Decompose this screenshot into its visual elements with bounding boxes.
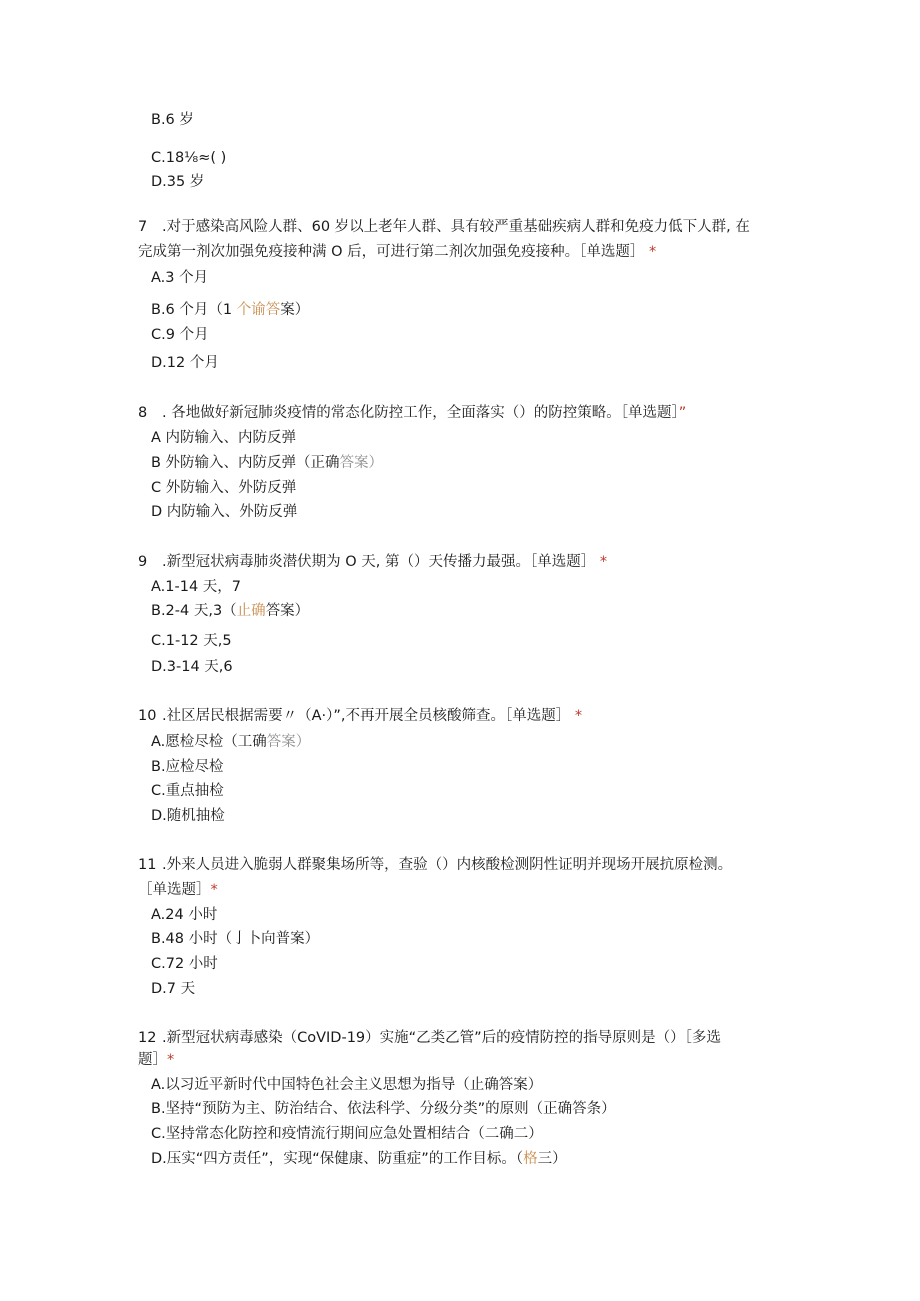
q12-option-d-end: 三）: [537, 1151, 567, 1167]
required-star: *: [574, 708, 583, 724]
q7-option-b: [151, 300, 309, 320]
required-star: *: [167, 1052, 175, 1068]
required-star: *: [210, 882, 218, 898]
q7-stem-line2: [138, 242, 656, 262]
q8-option-c: C 外防输入、外防反弹: [151, 480, 297, 496]
q10-stem: [138, 706, 582, 726]
q11-option-a: A.24 小时: [151, 907, 218, 923]
q8-stem: [138, 403, 686, 423]
q10-number: 10: [138, 708, 157, 724]
q7-stem-line1: [138, 217, 750, 237]
q11-text-2: ［单选题］: [138, 882, 211, 898]
q8-option-d: D 内防输入、外防反弹: [151, 504, 298, 520]
q6-option-b: B.6 岁: [151, 112, 194, 128]
q12-option-a: A.以习近平新时代中国特色社会主义思想为指导（止确答案）: [151, 1077, 543, 1093]
q8-option-b: [151, 453, 383, 473]
q12-text-2: 题］: [138, 1052, 167, 1068]
q12-option-c: C.坚持常态化防控和疫情流行期间应急处置相结合（二确二）: [151, 1126, 543, 1142]
q12-option-d-label: D.压实“四方责任”，实现“保健康、防重症”的工作目标。（: [151, 1151, 524, 1167]
q12-answer-mark: 格: [523, 1151, 538, 1167]
q10-option-c: C.重点抽检: [151, 783, 224, 799]
required-star: *: [599, 554, 608, 570]
q12-option-b: B.坚持“预防为主、防治结合、依法科学、分级分类”的原则（正确答条）: [151, 1101, 616, 1117]
q6-option-c: C.18⅛≈( ): [151, 150, 227, 166]
q9-option-b: [151, 601, 309, 621]
q12-text: .新型冠状病毒感染（CoVID-19）实施“乙类乙管”后的疫情防控的指导原则是（）［多选: [162, 1030, 721, 1046]
q11-text: .外来人员进入脆弱人群聚集场所等，查验（）内核酸检测阴性证明并现场开展抗原检测。: [162, 857, 733, 873]
q12-stem-line2: [138, 1050, 174, 1070]
q11-option-d: D.7 天: [151, 981, 196, 997]
q9-number: 9: [138, 554, 148, 570]
q12-option-d: [151, 1149, 567, 1169]
q10-option-b: B.应检尽检: [151, 759, 224, 775]
q7-option-a: A.3 个月: [151, 270, 209, 286]
q9-option-d: D.3-14 天,6: [151, 659, 233, 675]
q9-stem: [138, 552, 607, 572]
q9-option-b-end: 答案）: [265, 603, 310, 619]
q7-option-c: C.9 个月: [151, 327, 209, 343]
q12-stem-line1: [138, 1028, 721, 1048]
required-star: *: [649, 244, 657, 260]
q11-stem-line2: [138, 880, 218, 900]
q8-option-b-label: B 外防输入、内防反弹（正确: [151, 455, 340, 471]
q7-text-2: 完成第一剂次加强免疫接种满 O 后，可进行第二剂次加强免疫接种。［单选题］: [138, 244, 645, 260]
q11-stem-line1: [138, 855, 732, 875]
q10-text: .社区居民根据需要〃（A·）”,不再开展全员核酸筛查。［单选题］: [162, 708, 571, 724]
q10-option-d: D.随机抽检: [151, 808, 225, 824]
q8-answer-mark: 答案）: [339, 455, 384, 471]
q6-option-d: D.35 岁: [151, 174, 205, 190]
q9-text: .新型冠状病毒肺炎潜伏期为 O 天, 第（）天传播力最强。［单选题］: [162, 554, 596, 570]
q7-option-d: D.12 个月: [151, 355, 219, 371]
q11-option-c: C.72 小时: [151, 956, 218, 972]
q11-number: 11: [138, 857, 157, 873]
q11-option-b: B.48 小时（亅卜向普案）: [151, 931, 320, 947]
q8-number: 8: [138, 405, 148, 421]
q7-answer-mark: 个谕答: [236, 302, 281, 318]
q9-option-b-label: B.2-4 天,3（: [151, 603, 237, 619]
q12-number: 12: [138, 1030, 157, 1046]
q10-option-a: [151, 732, 310, 752]
q10-answer-mark: 答案）: [266, 734, 311, 750]
q7-number: 7: [138, 219, 148, 235]
q9-answer-mark: 止确: [236, 603, 266, 619]
required-star: ”: [678, 405, 687, 421]
q9-option-c: C.1-12 天,5: [151, 633, 232, 649]
q10-option-a-label: A.愿检尽检（工确: [151, 734, 267, 750]
q8-option-a: A 内防输入、内防反弹: [151, 430, 297, 446]
q7-option-b-end: 案）: [280, 302, 310, 318]
q7-option-b-label: B.6 个月（1: [151, 302, 237, 318]
q8-text: . 各地做好新冠肺炎疫情的常态化防控工作，全面落实（）的防控策略。［单选题］: [162, 405, 679, 421]
q9-option-a: A.1-14 天，7: [151, 579, 242, 595]
q7-text: .对于感染高风险人群、60 岁以上老年人群、具有较严重基础疾病人群和免疫力低下人群, 在: [162, 219, 750, 235]
